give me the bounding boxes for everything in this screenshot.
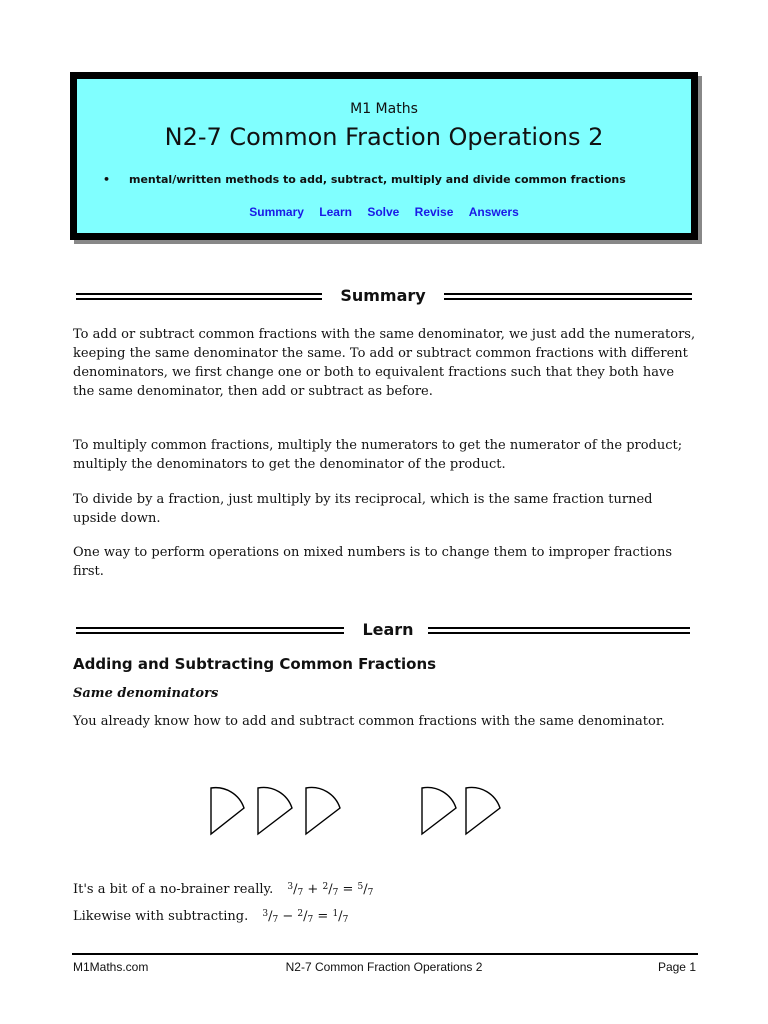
heading-rule-right bbox=[444, 293, 692, 300]
heading-rule-left bbox=[76, 293, 322, 300]
addition-equation bbox=[287, 882, 373, 897]
numerator: 5 bbox=[357, 882, 364, 892]
equals-sign: = bbox=[317, 909, 329, 924]
slice-group2-1 bbox=[422, 787, 456, 834]
summary-heading: Summary bbox=[340, 286, 426, 305]
fraction: $^5/_7$ bbox=[357, 882, 374, 898]
fraction: $^1/_7$ bbox=[332, 909, 349, 925]
heading-rule-right bbox=[428, 627, 690, 634]
slice-group1-1 bbox=[211, 788, 244, 834]
summary-paragraph-4: One way to perform operations on mixed numbers is to change them to improper fractions first. bbox=[73, 545, 673, 579]
document-title: N2-7 Common Fraction Operations 2 bbox=[164, 123, 604, 151]
numerator: 3 bbox=[262, 909, 269, 919]
nav-link-learn[interactable]: Learn bbox=[319, 205, 352, 219]
learn-heading: Learn bbox=[362, 620, 414, 639]
operator: − bbox=[282, 909, 294, 924]
heading-rule-left bbox=[76, 627, 344, 634]
learn-intro: You already know how to add and subtract common fractions with the same denominator. bbox=[73, 714, 665, 729]
slice-group1-2 bbox=[258, 787, 292, 834]
numerator: 2 bbox=[322, 882, 329, 892]
summary-paragraph-2: To multiply common fractions, multiply the numerators to get the numerator of the product; multiply the denominators to get the denominator of the product. bbox=[73, 438, 683, 472]
summary-paragraph-1: To add or subtract common fractions with the same denominator, we just add the numerators, keeping the same denominator the same. To add or subtract common fractions with different denominators, we first change one or both to equivalent fractions such that they both have the same denominator, then add or subtract as before. bbox=[73, 327, 696, 399]
objective-text: mental/written methods to add, subtract, multiply and divide common fractions bbox=[129, 173, 626, 186]
footer-page-number: Page 1 bbox=[657, 960, 696, 974]
header-box bbox=[70, 72, 698, 240]
denominator: 7 bbox=[367, 888, 374, 898]
bullet-icon: • bbox=[103, 173, 111, 186]
fraction: $^3/_7$ bbox=[262, 909, 279, 925]
site-name: M1 Maths bbox=[350, 101, 418, 117]
equation-line-subtract-text: Likewise with subtracting. bbox=[73, 909, 249, 924]
fraction: $^2/_7$ bbox=[297, 909, 314, 925]
header-panel bbox=[76, 78, 692, 234]
numerator: 2 bbox=[297, 909, 304, 919]
numerator: 1 bbox=[332, 909, 339, 919]
subheading: Adding and Subtracting Common Fractions bbox=[73, 655, 437, 673]
objective-bullet bbox=[103, 173, 681, 186]
footer-rule bbox=[72, 953, 698, 955]
denominator: 7 bbox=[342, 915, 349, 925]
footer-site: M1Maths.com bbox=[73, 960, 149, 974]
slice-group1-3 bbox=[306, 787, 340, 834]
summary-section-heading bbox=[76, 286, 692, 308]
subsubheading: Same denominators bbox=[73, 686, 219, 701]
nav-link-revise[interactable]: Revise bbox=[414, 205, 454, 219]
equals-sign: = bbox=[342, 882, 354, 897]
denominator: 7 bbox=[297, 888, 304, 898]
fraction: $^2/_7$ bbox=[322, 882, 339, 898]
nav-link-answers[interactable]: Answers bbox=[468, 205, 519, 219]
fraction: $^3/_7$ bbox=[287, 882, 304, 898]
learn-section-heading bbox=[76, 620, 692, 642]
summary-paragraph-3: To divide by a fraction, just multiply by its reciprocal, which is the same fraction turned upside down. bbox=[73, 492, 653, 526]
operator: + bbox=[307, 882, 319, 897]
equation-line-subtract bbox=[73, 909, 348, 925]
subtraction-equation bbox=[262, 909, 348, 924]
denominator: 7 bbox=[332, 888, 339, 898]
numerator: 3 bbox=[287, 882, 294, 892]
nav-link-solve[interactable]: Solve bbox=[367, 205, 400, 219]
slice-group2-2 bbox=[466, 787, 500, 834]
section-nav bbox=[77, 205, 691, 219]
footer-title: N2-7 Common Fraction Operations 2 bbox=[285, 960, 483, 974]
fraction-slices-diagram bbox=[206, 786, 526, 842]
nav-link-summary[interactable]: Summary bbox=[249, 205, 304, 219]
equation-line-add-text: It's a bit of a no-brainer really. bbox=[73, 882, 274, 897]
equation-line-add bbox=[73, 882, 373, 898]
denominator: 7 bbox=[272, 915, 279, 925]
denominator: 7 bbox=[307, 915, 314, 925]
